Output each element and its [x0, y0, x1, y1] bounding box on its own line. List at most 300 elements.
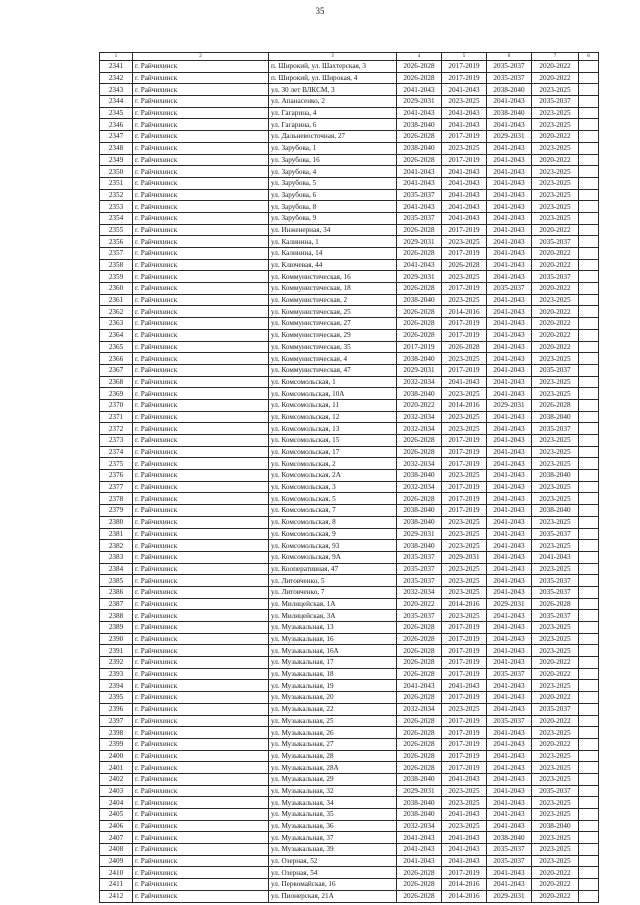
row-number: 2406 — [100, 820, 133, 832]
address-cell: ул. Комсомольская, 17 — [269, 446, 397, 458]
table-row — [100, 201, 599, 213]
period-cell: 2035-2037 — [532, 586, 579, 598]
address-cell: ул. Комсомольская, 93 — [269, 540, 397, 552]
period-cell: 2041-2043 — [397, 166, 442, 178]
period-cell: 2035-2037 — [397, 563, 442, 575]
period-cell: 2026-2028 — [397, 131, 442, 143]
period-cell: 2026-2028 — [397, 306, 442, 318]
row-number: 2348 — [100, 142, 133, 154]
city-cell: г. Райчихинск — [133, 248, 269, 260]
period-cell: 2014-2016 — [442, 306, 487, 318]
table-row — [100, 610, 599, 622]
period-cell: 2026-2028 — [397, 750, 442, 762]
period-cell: 2029-2031 — [397, 528, 442, 540]
note-cell — [579, 423, 599, 435]
city-cell: г. Райчихинск — [133, 329, 269, 341]
period-cell: 2020-2022 — [532, 306, 579, 318]
period-cell: 2026-2028 — [397, 645, 442, 657]
address-cell: ул. Коммунистическая, 35 — [269, 341, 397, 353]
period-cell: 2041-2043 — [397, 201, 442, 213]
period-cell: 2041-2043 — [442, 177, 487, 189]
period-cell: 2029-2031 — [487, 890, 532, 902]
table-row — [100, 399, 599, 411]
period-cell: 2023-2025 — [442, 785, 487, 797]
city-cell: г. Райчихинск — [133, 399, 269, 411]
address-cell: ул. Зарубова, 16 — [269, 154, 397, 166]
period-cell: 2023-2025 — [532, 212, 579, 224]
note-cell — [579, 236, 599, 248]
note-cell — [579, 376, 599, 388]
row-number: 2410 — [100, 867, 133, 879]
city-cell: г. Райчихинск — [133, 177, 269, 189]
period-cell: 2020-2022 — [532, 318, 579, 330]
page-number: 35 — [315, 6, 325, 16]
period-cell: 2020-2022 — [532, 715, 579, 727]
table-row — [100, 867, 599, 879]
row-number: 2365 — [100, 341, 133, 353]
address-cell: ул. Музыкальная, 22 — [269, 703, 397, 715]
note-cell — [579, 458, 599, 470]
table-row — [100, 212, 599, 224]
address-cell: ул. Комсомольская, 3 — [269, 481, 397, 493]
period-cell: 2041-2043 — [487, 586, 532, 598]
period-cell: 2026-2028 — [397, 154, 442, 166]
address-cell: ул. Коммунистическая, 25 — [269, 306, 397, 318]
table-row — [100, 96, 599, 108]
period-cell: 2020-2022 — [532, 890, 579, 902]
period-cell: 2041-2043 — [397, 844, 442, 856]
note-cell — [579, 364, 599, 376]
row-number: 2366 — [100, 353, 133, 365]
city-cell: г. Райчихинск — [133, 773, 269, 785]
city-cell: г. Райчихинск — [133, 189, 269, 201]
city-cell: г. Райчихинск — [133, 551, 269, 563]
row-number: 2391 — [100, 645, 133, 657]
period-cell: 2020-2022 — [532, 283, 579, 295]
period-cell: 2020-2022 — [532, 224, 579, 236]
table-row — [100, 341, 599, 353]
period-cell: 2038-2040 — [532, 820, 579, 832]
note-cell — [579, 306, 599, 318]
period-cell: 2026-2028 — [397, 668, 442, 680]
period-cell: 2026-2028 — [397, 318, 442, 330]
row-number: 2345 — [100, 107, 133, 119]
row-number: 2398 — [100, 727, 133, 739]
period-cell: 2014-2016 — [442, 879, 487, 891]
row-number: 2353 — [100, 201, 133, 213]
city-cell: г. Райчихинск — [133, 563, 269, 575]
address-cell: ул. Инженерная, 34 — [269, 224, 397, 236]
city-cell: г. Райчихинск — [133, 575, 269, 587]
column-number-row — [100, 53, 599, 61]
city-cell: г. Райчихинск — [133, 96, 269, 108]
row-number: 2364 — [100, 329, 133, 341]
period-cell: 2026-2028 — [397, 248, 442, 260]
period-cell: 2023-2025 — [532, 493, 579, 505]
address-cell: ул. Комсомольская, 10А — [269, 388, 397, 400]
period-cell: 2032-2034 — [397, 458, 442, 470]
row-number: 2380 — [100, 516, 133, 528]
period-cell: 2035-2037 — [487, 715, 532, 727]
city-cell: г. Райчихинск — [133, 809, 269, 821]
period-cell: 2026-2028 — [532, 399, 579, 411]
period-cell: 2023-2025 — [442, 575, 487, 587]
period-cell: 2026-2028 — [397, 622, 442, 634]
period-cell: 2023-2025 — [442, 353, 487, 365]
table-row — [100, 376, 599, 388]
city-cell: г. Райчихинск — [133, 586, 269, 598]
row-number: 2357 — [100, 248, 133, 260]
row-number: 2347 — [100, 131, 133, 143]
period-cell: 2023-2025 — [442, 540, 487, 552]
table-row — [100, 657, 599, 669]
period-cell: 2041-2043 — [487, 867, 532, 879]
period-cell: 2041-2043 — [487, 540, 532, 552]
period-cell: 2026-2028 — [397, 61, 442, 73]
table-row — [100, 797, 599, 809]
period-cell: 2026-2028 — [397, 72, 442, 84]
period-cell: 2017-2019 — [442, 633, 487, 645]
period-cell: 2023-2025 — [442, 236, 487, 248]
period-cell: 2035-2037 — [487, 61, 532, 73]
period-cell: 2041-2043 — [487, 493, 532, 505]
period-cell: 2041-2043 — [442, 680, 487, 692]
address-cell: ул. Музыкальная, 18 — [269, 668, 397, 680]
note-cell — [579, 762, 599, 774]
row-number: 2376 — [100, 470, 133, 482]
note-cell — [579, 750, 599, 762]
period-cell: 2041-2043 — [397, 680, 442, 692]
period-cell: 2017-2019 — [442, 329, 487, 341]
period-cell: 2041-2043 — [487, 353, 532, 365]
table-row — [100, 645, 599, 657]
period-cell: 2032-2034 — [397, 376, 442, 388]
period-cell: 2041-2043 — [487, 248, 532, 260]
row-number: 2378 — [100, 493, 133, 505]
period-cell: 2020-2022 — [532, 259, 579, 271]
period-cell: 2023-2025 — [532, 294, 579, 306]
address-cell: ул. Гагарина, 6 — [269, 119, 397, 131]
period-cell: 2041-2043 — [487, 166, 532, 178]
period-cell: 2023-2025 — [532, 680, 579, 692]
period-cell: 2023-2025 — [532, 376, 579, 388]
address-cell: ул. Зарубова, 6 — [269, 189, 397, 201]
note-cell — [579, 154, 599, 166]
row-number: 2355 — [100, 224, 133, 236]
period-cell: 2041-2043 — [487, 516, 532, 528]
period-cell: 2041-2043 — [487, 224, 532, 236]
period-cell: 2035-2037 — [532, 236, 579, 248]
period-cell: 2023-2025 — [532, 435, 579, 447]
row-number: 2408 — [100, 844, 133, 856]
city-cell: г. Райчихинск — [133, 353, 269, 365]
table-row — [100, 84, 599, 96]
note-cell — [579, 890, 599, 902]
period-cell: 2038-2040 — [532, 470, 579, 482]
period-cell: 2017-2019 — [442, 364, 487, 376]
period-cell: 2041-2043 — [487, 411, 532, 423]
city-cell: г. Райчихинск — [133, 458, 269, 470]
city-cell: г. Райчихинск — [133, 657, 269, 669]
city-cell: г. Райчихинск — [133, 470, 269, 482]
note-cell — [579, 271, 599, 283]
row-number: 2354 — [100, 212, 133, 224]
row-number: 2393 — [100, 668, 133, 680]
row-number: 2403 — [100, 785, 133, 797]
period-cell: 2035-2037 — [532, 364, 579, 376]
period-cell: 2014-2016 — [442, 598, 487, 610]
table-row — [100, 750, 599, 762]
period-cell: 2041-2043 — [487, 236, 532, 248]
period-cell: 2041-2043 — [487, 773, 532, 785]
table-row — [100, 61, 599, 73]
period-cell: 2035-2037 — [487, 72, 532, 84]
period-cell: 2023-2025 — [442, 271, 487, 283]
note-cell — [579, 84, 599, 96]
table-row — [100, 715, 599, 727]
address-cell: ул. Комсомольская, 11 — [269, 399, 397, 411]
table-row — [100, 318, 599, 330]
period-cell: 2017-2019 — [442, 446, 487, 458]
address-cell: ул. Озерная, 52 — [269, 855, 397, 867]
city-cell: г. Райчихинск — [133, 446, 269, 458]
note-cell — [579, 867, 599, 879]
period-cell: 2041-2043 — [397, 84, 442, 96]
note-cell — [579, 668, 599, 680]
note-cell — [579, 855, 599, 867]
period-cell: 2035-2037 — [532, 271, 579, 283]
period-cell: 2041-2043 — [487, 610, 532, 622]
note-cell — [579, 563, 599, 575]
address-cell: ул. Коммунистическая, 29 — [269, 329, 397, 341]
table-row — [100, 622, 599, 634]
period-cell: 2041-2043 — [487, 879, 532, 891]
period-cell: 2035-2037 — [397, 189, 442, 201]
period-cell: 2041-2043 — [487, 271, 532, 283]
row-number: 2362 — [100, 306, 133, 318]
row-number: 2385 — [100, 575, 133, 587]
address-cell: ул. Гагарина, 4 — [269, 107, 397, 119]
row-number: 2369 — [100, 388, 133, 400]
period-cell: 2041-2043 — [487, 189, 532, 201]
period-cell: 2035-2037 — [532, 610, 579, 622]
period-cell: 2023-2025 — [532, 773, 579, 785]
address-cell: ул. Комсомольская, 9 — [269, 528, 397, 540]
table-row — [100, 131, 599, 143]
row-number: 2374 — [100, 446, 133, 458]
period-cell: 2041-2043 — [487, 575, 532, 587]
city-cell: г. Райчихинск — [133, 341, 269, 353]
city-cell: г. Райчихинск — [133, 867, 269, 879]
period-cell: 2029-2031 — [397, 96, 442, 108]
column-number: 6 — [487, 53, 532, 61]
table-row — [100, 551, 599, 563]
address-cell: ул. Озерная, 54 — [269, 867, 397, 879]
period-cell: 2041-2043 — [487, 423, 532, 435]
period-cell: 2038-2040 — [397, 119, 442, 131]
table-row — [100, 107, 599, 119]
city-cell: г. Райчихинск — [133, 762, 269, 774]
period-cell: 2017-2019 — [442, 493, 487, 505]
row-number: 2356 — [100, 236, 133, 248]
period-cell: 2023-2025 — [442, 516, 487, 528]
note-cell — [579, 119, 599, 131]
address-cell: ул. Музыкальная, 25 — [269, 715, 397, 727]
period-cell: 2041-2043 — [487, 435, 532, 447]
note-cell — [579, 703, 599, 715]
period-cell: 2032-2034 — [397, 586, 442, 598]
period-cell: 2041-2043 — [487, 446, 532, 458]
note-cell — [579, 657, 599, 669]
period-cell: 2041-2043 — [487, 96, 532, 108]
period-cell: 2041-2043 — [397, 259, 442, 271]
period-cell: 2023-2025 — [532, 809, 579, 821]
period-cell: 2023-2025 — [442, 563, 487, 575]
period-cell: 2017-2019 — [442, 867, 487, 879]
city-cell: г. Райчихинск — [133, 318, 269, 330]
city-cell: г. Райчихинск — [133, 236, 269, 248]
row-number: 2400 — [100, 750, 133, 762]
period-cell: 2041-2043 — [487, 657, 532, 669]
period-cell: 2017-2019 — [442, 738, 487, 750]
note-cell — [579, 540, 599, 552]
table-row — [100, 762, 599, 774]
address-cell: ул. Первомайская, 16 — [269, 879, 397, 891]
period-cell: 2020-2022 — [532, 657, 579, 669]
period-cell: 2038-2040 — [397, 516, 442, 528]
city-cell: г. Райчихинск — [133, 528, 269, 540]
address-cell: ул. Комсомольская, 15 — [269, 435, 397, 447]
address-cell: ул. Коммунистическая, 18 — [269, 283, 397, 295]
table-row — [100, 692, 599, 704]
table-row — [100, 505, 599, 517]
period-cell: 2017-2019 — [442, 622, 487, 634]
period-cell: 2026-2028 — [397, 283, 442, 295]
table-row — [100, 668, 599, 680]
city-cell: г. Райчихинск — [133, 306, 269, 318]
city-cell: г. Райчихинск — [133, 680, 269, 692]
period-cell: 2023-2025 — [532, 142, 579, 154]
note-cell — [579, 481, 599, 493]
note-cell — [579, 96, 599, 108]
city-cell: г. Райчихинск — [133, 645, 269, 657]
note-cell — [579, 785, 599, 797]
period-cell: 2032-2034 — [397, 481, 442, 493]
period-cell: 2023-2025 — [532, 458, 579, 470]
column-number: 4 — [397, 53, 442, 61]
period-cell: 2041-2043 — [442, 201, 487, 213]
note-cell — [579, 586, 599, 598]
period-cell: 2017-2019 — [442, 692, 487, 704]
address-cell: ул. Музыкальная, 34 — [269, 797, 397, 809]
period-cell: 2038-2040 — [397, 142, 442, 154]
period-cell: 2014-2016 — [442, 399, 487, 411]
period-cell: 2041-2043 — [487, 505, 532, 517]
period-cell: 2035-2037 — [397, 575, 442, 587]
table-row — [100, 166, 599, 178]
city-cell: г. Райчихинск — [133, 376, 269, 388]
note-cell — [579, 353, 599, 365]
period-cell: 2023-2025 — [532, 177, 579, 189]
note-cell — [579, 446, 599, 458]
period-cell: 2026-2028 — [397, 738, 442, 750]
address-cell: ул. Литовченко, 5 — [269, 575, 397, 587]
address-cell: ул. Зарубова, 8 — [269, 201, 397, 213]
period-cell: 2023-2025 — [532, 189, 579, 201]
city-cell: г. Райчихинск — [133, 727, 269, 739]
city-cell: г. Райчихинск — [133, 364, 269, 376]
note-cell — [579, 622, 599, 634]
period-cell: 2026-2028 — [397, 715, 442, 727]
row-number: 2372 — [100, 423, 133, 435]
period-cell: 2023-2025 — [532, 750, 579, 762]
period-cell: 2017-2019 — [442, 154, 487, 166]
note-cell — [579, 645, 599, 657]
table-row — [100, 283, 599, 295]
note-cell — [579, 189, 599, 201]
period-cell: 2035-2037 — [532, 703, 579, 715]
period-cell: 2035-2037 — [532, 785, 579, 797]
row-number: 2349 — [100, 154, 133, 166]
row-number: 2343 — [100, 84, 133, 96]
note-cell — [579, 773, 599, 785]
row-number: 2402 — [100, 773, 133, 785]
period-cell: 2023-2025 — [532, 353, 579, 365]
address-cell: ул. Музыкальная, 29 — [269, 773, 397, 785]
column-number: 7 — [532, 53, 579, 61]
city-cell: г. Райчихинск — [133, 423, 269, 435]
period-cell: 2020-2022 — [532, 341, 579, 353]
city-cell: г. Райчихинск — [133, 142, 269, 154]
address-cell: ул. Калинина, 14 — [269, 248, 397, 260]
city-cell: г. Райчихинск — [133, 294, 269, 306]
period-cell: 2023-2025 — [442, 470, 487, 482]
city-cell: г. Райчихинск — [133, 516, 269, 528]
column-number: 3 — [269, 53, 397, 61]
period-cell: 2023-2025 — [442, 294, 487, 306]
row-number: 2352 — [100, 189, 133, 201]
period-cell: 2017-2019 — [442, 283, 487, 295]
period-cell: 2017-2019 — [442, 750, 487, 762]
table-row — [100, 528, 599, 540]
period-cell: 2041-2043 — [487, 738, 532, 750]
address-cell: ул. Коммунистическая, 2 — [269, 294, 397, 306]
table-row — [100, 832, 599, 844]
table-row — [100, 224, 599, 236]
city-cell: г. Райчихинск — [133, 271, 269, 283]
city-cell: г. Райчихинск — [133, 622, 269, 634]
period-cell: 2041-2043 — [487, 294, 532, 306]
period-cell: 2041-2043 — [487, 376, 532, 388]
table-row — [100, 540, 599, 552]
period-cell: 2023-2025 — [442, 586, 487, 598]
period-cell: 2023-2025 — [442, 411, 487, 423]
address-cell: ул. Комсомольская, 12 — [269, 411, 397, 423]
period-cell: 2041-2043 — [442, 166, 487, 178]
period-cell: 2017-2019 — [442, 224, 487, 236]
note-cell — [579, 142, 599, 154]
period-cell: 2017-2019 — [442, 481, 487, 493]
table-row — [100, 598, 599, 610]
note-cell — [579, 399, 599, 411]
period-cell: 2020-2022 — [532, 248, 579, 260]
row-number: 2412 — [100, 890, 133, 902]
note-cell — [579, 212, 599, 224]
address-cell: ул. Зарубова, 5 — [269, 177, 397, 189]
period-cell: 2017-2019 — [397, 341, 442, 353]
period-cell: 2017-2019 — [442, 61, 487, 73]
column-number: 8 — [579, 53, 599, 61]
